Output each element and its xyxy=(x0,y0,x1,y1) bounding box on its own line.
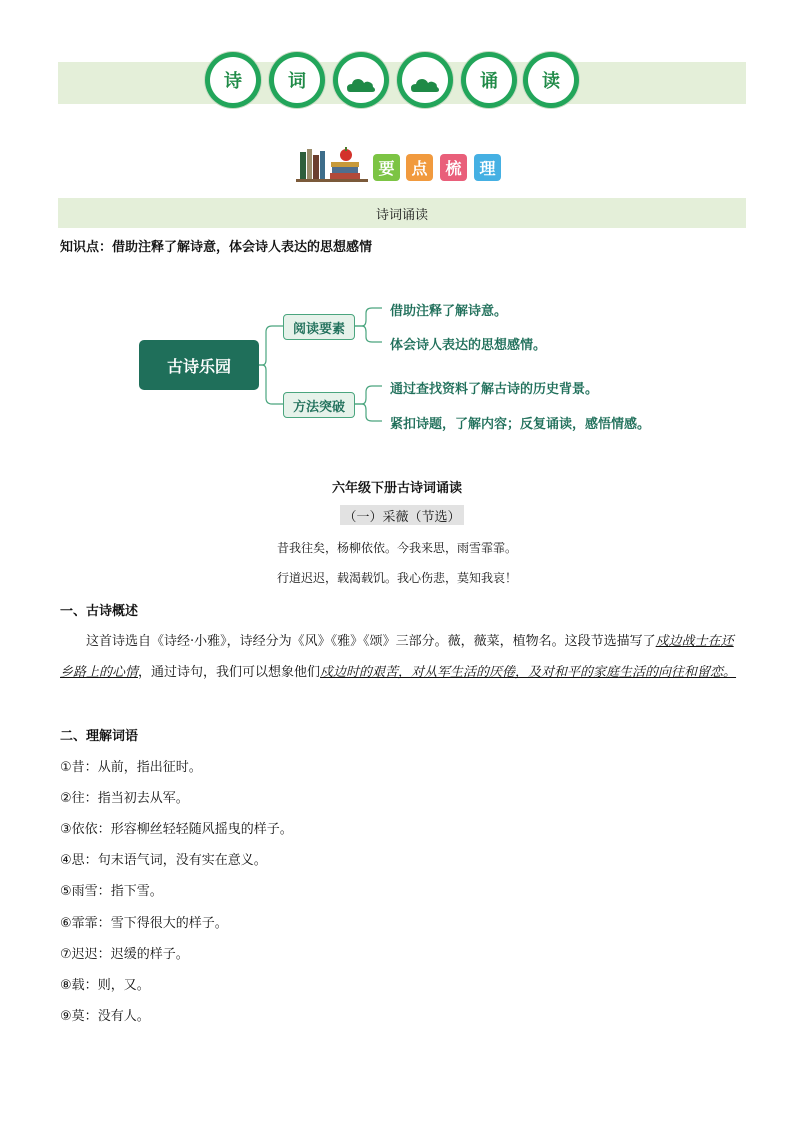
overview-text: 这首诗选自《诗经·小雅》，诗经分为《风》《雅》《颂》三部分。薇，薇菜，植物名。这段节选描写了 xyxy=(86,634,656,649)
overview-underlined: 戍边战士在还乡路上的心情 xyxy=(60,634,734,680)
overview-paragraph xyxy=(60,626,746,688)
vocab-item: ①昔：从前，指出征时。 xyxy=(60,760,202,775)
vocab-item: ④思：句末语气词，没有实在意义。 xyxy=(60,853,267,868)
vocab-item: ⑦迟迟：迟缓的样子。 xyxy=(60,947,189,962)
poem-collection-title: 六年级下册古诗词诵读 xyxy=(331,481,462,496)
poem-line: 行道迟迟，载渴载饥。我心伤悲，莫知我哀！ xyxy=(276,571,517,585)
knowledge-point: 知识点：借助注释了解诗意，体会诗人表达的思想感情 xyxy=(60,240,373,255)
poem-line: 昔我往矣，杨柳依依。今我来思，雨雪霏霏。 xyxy=(276,541,517,555)
poem-subtitle: （一）采薇（节选） xyxy=(340,505,464,525)
mindmap-leaf: 紧扣诗题，了解内容；反复诵读，感悟情感。 xyxy=(390,417,651,432)
mindmap-leaf: 体会诗人表达的思想感情。 xyxy=(390,338,547,353)
overview-text: ，通过诗句，我们可以想象他们 xyxy=(138,665,321,680)
overview-heading: 一、古诗概述 xyxy=(60,604,139,619)
mindmap-branch-method: 方法突破 xyxy=(283,392,355,418)
mindmap-root: 古诗乐园 xyxy=(139,340,259,390)
mindmap-leaf: 通过查找资料了解古诗的历史背景。 xyxy=(390,382,599,397)
key-point-tile-1: 要 xyxy=(373,154,400,181)
overview-underlined: 戍边时的艰苦，对从军生活的厌倦，及对和平的家庭生活的向往和留恋。 xyxy=(320,665,737,680)
vocab-item: ⑥霏霏：雪下得很大的样子。 xyxy=(60,916,228,931)
header-char-1: 诗 xyxy=(210,57,256,103)
vocab-heading: 二、理解词语 xyxy=(60,729,139,744)
vocab-item: ②往：指当初去从军。 xyxy=(60,791,189,806)
vocab-item: ⑧载：则，又。 xyxy=(60,978,150,993)
vocab-item: ③依依：形容柳丝轻轻随风摇曳的样子。 xyxy=(60,822,293,837)
mindmap-branch-reading: 阅读要素 xyxy=(283,314,355,340)
key-point-tile-3: 梳 xyxy=(440,154,467,181)
header-char-5: 诵 xyxy=(466,57,512,103)
section-title: 诗词诵读 xyxy=(375,207,428,223)
vocab-item: ⑤雨雪：指下雪。 xyxy=(60,884,163,899)
key-point-tile-4: 理 xyxy=(474,154,501,181)
key-point-tile-2: 点 xyxy=(406,154,433,181)
vocab-item: ⑨莫：没有人。 xyxy=(60,1009,150,1024)
header-char-6: 读 xyxy=(528,57,574,103)
header-char-2: 词 xyxy=(274,57,320,103)
mindmap-leaf: 借助注释了解诗意。 xyxy=(390,304,508,319)
